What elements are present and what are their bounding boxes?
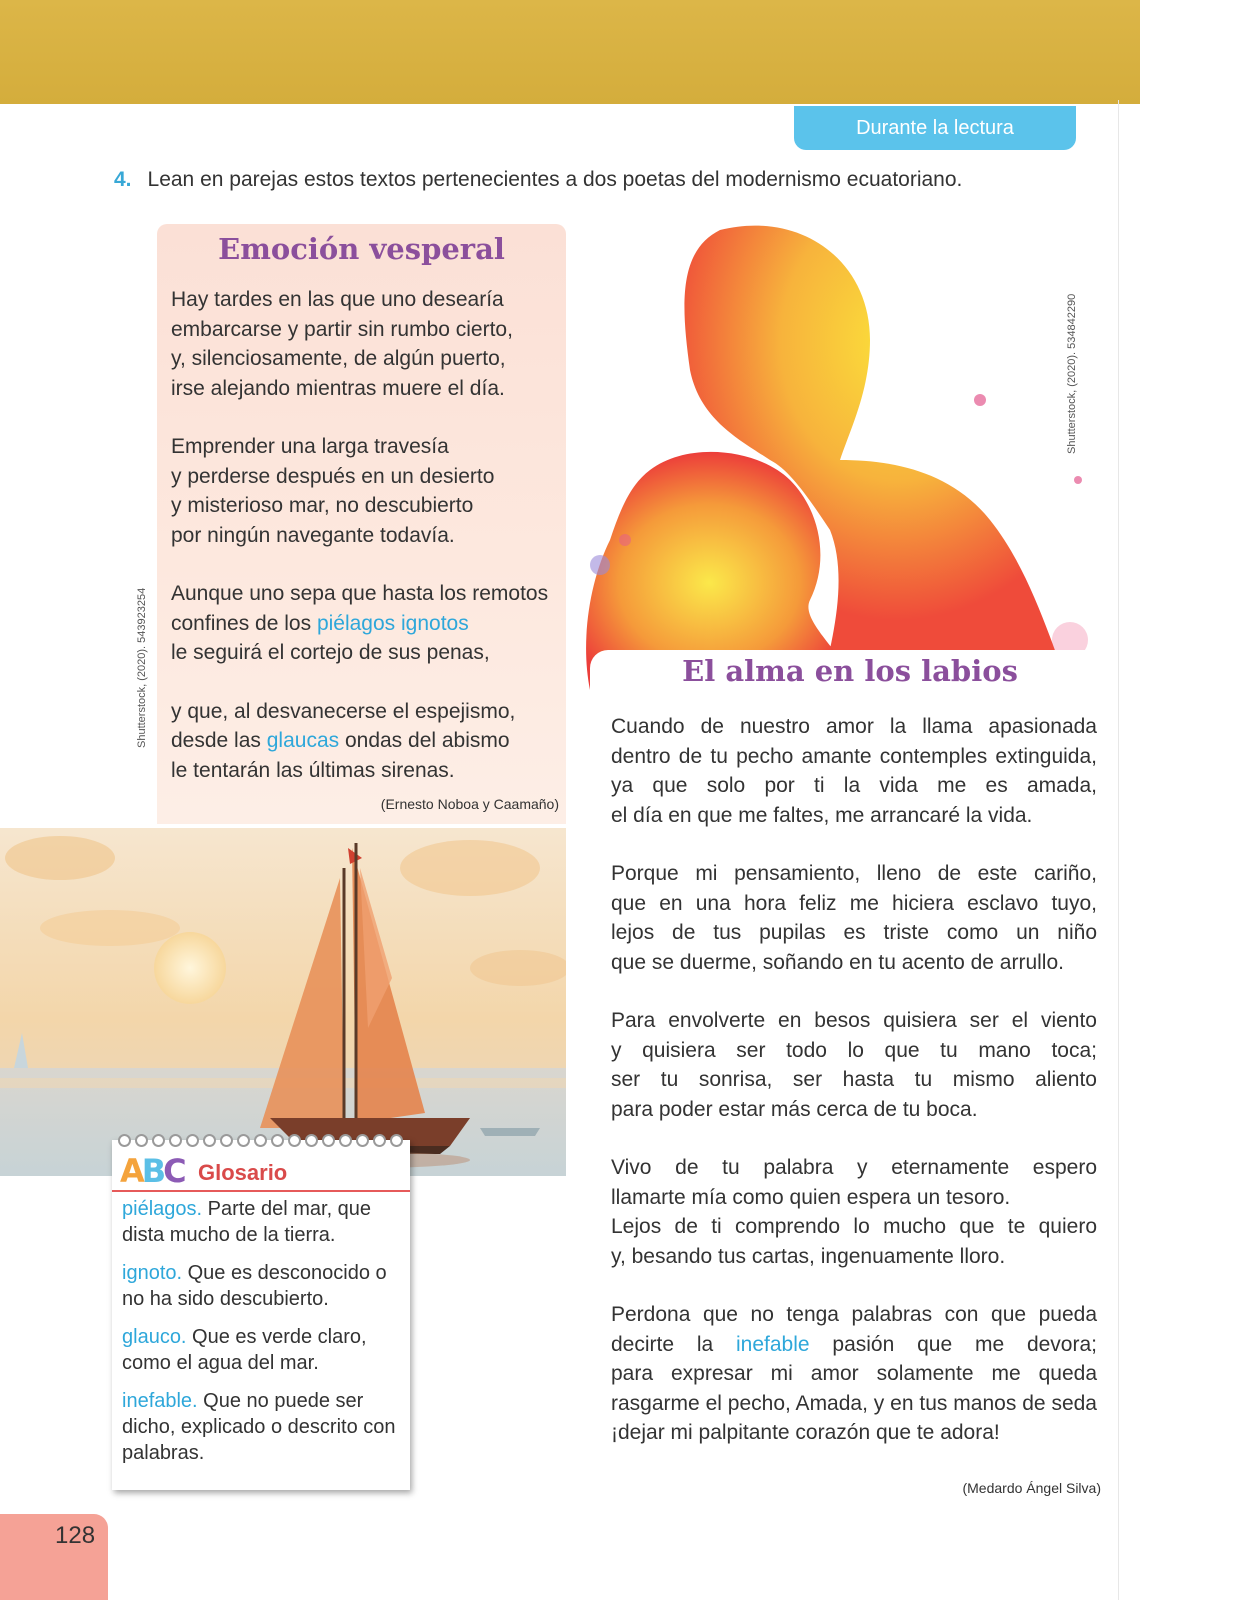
poem1-body [171,285,566,814]
poem-line: llamarte mía como quien espera un tesoro. [611,1185,1011,1209]
poem-line: el día en que me faltes, me arrancaré la vida. [611,803,1033,827]
poem-line: dentro de tu pecho amante contemples extinguida, [611,744,1097,768]
poem-line [171,726,566,756]
poem-line: ¡dejar mi palpitante corazón que te adora! [611,1421,1000,1444]
poem2-author: (Medardo Ángel Silva) [962,1480,1101,1496]
poem-line: Lejos de ti comprendo lo mucho que te quiero [611,1215,1097,1238]
section-tab: Durante la lectura [794,106,1076,150]
activity-text: Lean en parejas estos textos pertenecientes a dos poetas del modernismo ecuatoriano. [147,168,963,191]
glossary-highlight: piélagos ignotos [316,611,469,635]
poem1-author: (Ernesto Noboa y Caamaño) [380,796,559,812]
glossary-term: piélagos. [122,1198,203,1220]
sailboat-painting [0,828,566,1176]
glossary-entry [122,1324,402,1376]
glossary-term: ignoto. [122,1262,183,1284]
glossary-card [112,1140,410,1490]
glossary-entry [122,1196,402,1248]
glossary-entry [122,1388,402,1466]
poem-line [611,1330,1097,1360]
poem-line: le tentarán las últimas sirenas. [171,758,455,782]
poem-line: y, silenciosamente, de algún puerto, [171,347,506,370]
poem-line-text: confines de los [171,611,317,635]
glossary-highlight: inefable [736,1332,810,1356]
watercolor-silhouette [570,220,1100,690]
glossary-definition: Que es verde claro, como el agua del mar. [122,1326,367,1374]
poem2-stanza [611,1300,1097,1448]
poem2-body [611,712,1097,1477]
poem-line: lejos de tus pupilas es triste como un niño [611,921,1097,944]
silhouette-image [570,220,1100,690]
poem2-stanza [611,712,1097,830]
poem-line: Aunque uno sepa que hasta los remotos [171,582,549,605]
poem-line: para expresar mi amor solamente me queda [611,1362,1097,1385]
poem-line: para poder estar más cerca de tu boca. [611,1097,978,1121]
poem-line: por ningún navegante todavía. [171,523,455,547]
page-edge-line [1118,100,1119,1600]
poem1-stanza [171,697,566,786]
image-credit: Shutterstock, (2020). 543923254 [136,587,148,748]
poem-line: irse alejando mientras muere el día. [171,376,505,400]
poem-line: Cuando de nuestro amor la llama apasionada [611,715,1097,738]
poem-line-text: pasión que me devora; [809,1332,1097,1356]
notebook-rings [118,1134,408,1148]
poem-line: Porque mi pensamiento, lleno de este cariño, [611,862,1097,885]
glossary-definition: Que es desconocido o no ha sido descubierto. [122,1262,387,1310]
glossary-definition: Que no puede ser dicho, explicado o descrito con palabras. [122,1390,396,1464]
poem-line: ser tu sonrisa, ser hasta tu mismo aliento [611,1068,1097,1091]
page-number: 128 [55,1522,96,1549]
poem-line: y perderse después en un desierto [171,464,495,488]
poem-line: ya que solo por ti la vida me es amada, [611,774,1097,797]
poem-line: Emprender una larga travesía [171,435,449,458]
poem-line: y que, al desvanecerse el espejismo, [171,699,516,723]
poem-line-text: ondas del abismo [339,729,510,752]
poem-line: Hay tardes en las que uno desearía [171,288,504,311]
poem-line: y, besando tus cartas, ingenuamente lloro. [611,1244,1006,1268]
poem-line: que en una hora feliz me hiciera esclavo tuyo, [611,891,1097,915]
image-credit: Shutterstock, (2020). 534842290 [1066,293,1078,454]
poem-line: que se duerme, soñando en tu acento de arrullo. [611,950,1064,974]
glossary-definition: Parte del mar, que dista mucho de la tierra. [122,1198,372,1246]
poem-line: le seguirá el cortejo de sus penas, [171,641,490,664]
glossary-term: inefable. [122,1390,198,1412]
poem-line: y misterioso mar, no descubierto [171,494,474,517]
glossary-header [112,1150,410,1192]
poem1-stanza [171,432,566,550]
poem-line: rasgarme el pecho, Amada, y en tus manos de seda [611,1391,1097,1415]
activity-instruction [114,168,962,192]
poem1-title: Emoción vesperal [218,232,505,266]
poem-line-text: desde las [171,729,267,752]
poem-line [171,609,566,639]
poem-line: Para envolverte en besos quisiera ser el viento [611,1009,1097,1032]
glossary-list [122,1196,402,1478]
poem-line-text: decirte la [611,1332,737,1356]
glossary-highlight: glaucas [266,729,340,752]
poem-line: Vivo de tu palabra y eternamente espero [611,1156,1097,1179]
poem-line: y quisiera ser todo lo que tu mano toca; [611,1038,1097,1062]
poem2-title: El alma en los labios [682,654,1018,688]
poem2-stanza [611,859,1097,977]
poem-line: Perdona que no tenga palabras con que pueda [611,1303,1097,1326]
top-color-band [0,0,1140,104]
poem-line: embarcarse y partir sin rumbo cierto, [171,317,513,341]
glossary-entry [122,1260,402,1312]
glossary-term: glauco. [122,1326,187,1348]
poem2-stanza [611,1006,1097,1124]
abc-logo-icon: ABC [120,1152,184,1190]
poem2-stanza [611,1153,1097,1271]
activity-number: 4. [114,168,132,191]
poem1-stanza [171,285,566,403]
glossary-title: Glosario [198,1160,288,1185]
sailboat-image [0,828,566,1176]
poem1-stanza [171,579,566,668]
